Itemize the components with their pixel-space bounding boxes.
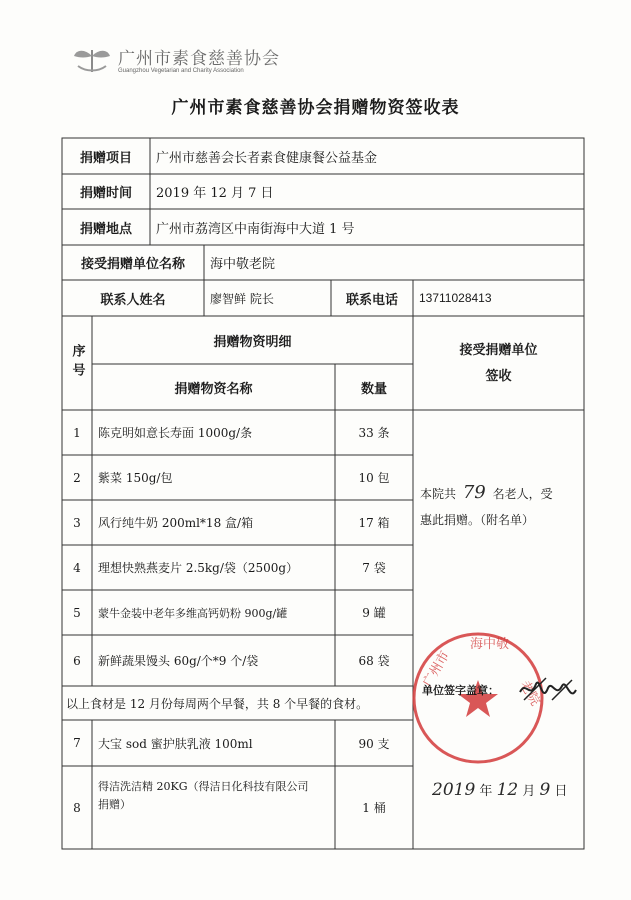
qty-header: 数量 <box>360 381 387 397</box>
sign-count: 79 <box>462 482 486 503</box>
sign-date-year-char: 年 <box>479 784 493 799</box>
item-qty: 10 包 <box>358 471 390 485</box>
svg-text:广州市: 广州市 <box>420 648 453 690</box>
sign-date <box>432 780 582 800</box>
org-name-cn: 广州市素食慈善协会 <box>118 49 280 69</box>
item-name-line2: 捐赠） <box>98 798 131 811</box>
item-no: 7 <box>73 736 81 750</box>
sign-date-month-char: 月 <box>522 784 536 799</box>
item-no: 2 <box>73 470 81 485</box>
recipient-value: 海中敬老院 <box>210 257 276 272</box>
item-qty: 90 支 <box>358 736 390 751</box>
sign-header-line2: 签收 <box>485 369 512 384</box>
contact-label: 联系人姓名 <box>100 292 166 308</box>
item-qty: 17 箱 <box>358 516 390 530</box>
item-no: 4 <box>73 560 81 575</box>
item-name: 蒙牛金装中老年多维高钙奶粉 900g/罐 <box>98 606 288 620</box>
item-no: 6 <box>73 653 81 668</box>
document-title: 广州市素食慈善协会捐赠物资签收表 <box>171 98 460 118</box>
item-name: 陈克明如意长寿面 1000g/条 <box>98 426 253 440</box>
sign-date-day-char: 日 <box>554 784 568 799</box>
sign-header-line1: 接受捐赠单位 <box>459 343 538 358</box>
item-name: 大宝 sod 蜜护肤乳液 100ml <box>98 736 253 751</box>
org-name-en: Guangzhou Vegetarian and Charity Association <box>118 68 244 74</box>
sign-text-2: 名老人，受 <box>492 487 553 501</box>
seq-header: 序号 <box>69 344 85 382</box>
item-qty: 33 条 <box>358 426 390 440</box>
item-name-line1: 得洁洗洁精 20KG（得洁日化科技有限公司 <box>98 780 309 793</box>
sign-text-1: 本院共 <box>420 487 457 501</box>
sign-statement <box>420 480 580 533</box>
phone-value: 13711028413 <box>419 291 492 305</box>
project-label: 捐赠项目 <box>79 150 132 166</box>
svg-text:老院: 老院 <box>516 678 543 709</box>
item-qty: 68 袋 <box>358 654 390 668</box>
table-note: 以上食材是 12 月份每周两个早餐，共 8 个早餐的食材。 <box>66 696 369 711</box>
contact-value: 廖智鲜 院长 <box>210 291 274 306</box>
item-name <box>98 778 332 814</box>
item-name: 紫菜 150g/包 <box>98 471 173 485</box>
place-label: 捐赠地点 <box>79 221 132 237</box>
place-value: 广州市荔湾区中南街海中大道 1 号 <box>156 221 355 237</box>
sign-date-month: 12 <box>496 780 519 800</box>
item-qty: 7 袋 <box>362 561 386 575</box>
item-no: 8 <box>73 800 81 815</box>
sign-date-day: 9 <box>539 780 551 800</box>
seal-label: 单位签字盖章： <box>422 684 499 697</box>
detail-header: 捐赠物资明细 <box>213 334 292 350</box>
name-header: 捐赠物资名称 <box>174 381 253 397</box>
time-label: 捐赠时间 <box>79 186 132 201</box>
item-no: 1 <box>73 425 81 440</box>
project-value: 广州市慈善会长者素食健康餐公益基金 <box>156 150 378 166</box>
sign-text-3: 惠此捐赠。（附名单） <box>420 513 535 527</box>
recipient-label: 接受捐赠单位名称 <box>80 257 185 272</box>
time-value: 2019 年 12 月 7 日 <box>156 186 274 201</box>
item-no: 5 <box>73 605 81 620</box>
sign-date-year: 2019 <box>432 780 476 800</box>
svg-text:海中敬: 海中敬 <box>470 637 510 652</box>
item-qty: 1 桶 <box>362 801 386 815</box>
item-name: 风行纯牛奶 200ml*18 盒/箱 <box>98 516 254 530</box>
item-no: 3 <box>73 515 81 530</box>
item-qty: 9 罐 <box>362 606 386 620</box>
item-name: 新鲜蔬果馒头 60g/个*9 个/袋 <box>98 654 259 668</box>
sign-header <box>413 338 584 390</box>
handwritten-signature-icon <box>516 670 582 710</box>
phone-label: 联系电话 <box>345 292 398 308</box>
item-name: 理想快熟燕麦片 2.5kg/袋（2500g） <box>98 561 299 575</box>
